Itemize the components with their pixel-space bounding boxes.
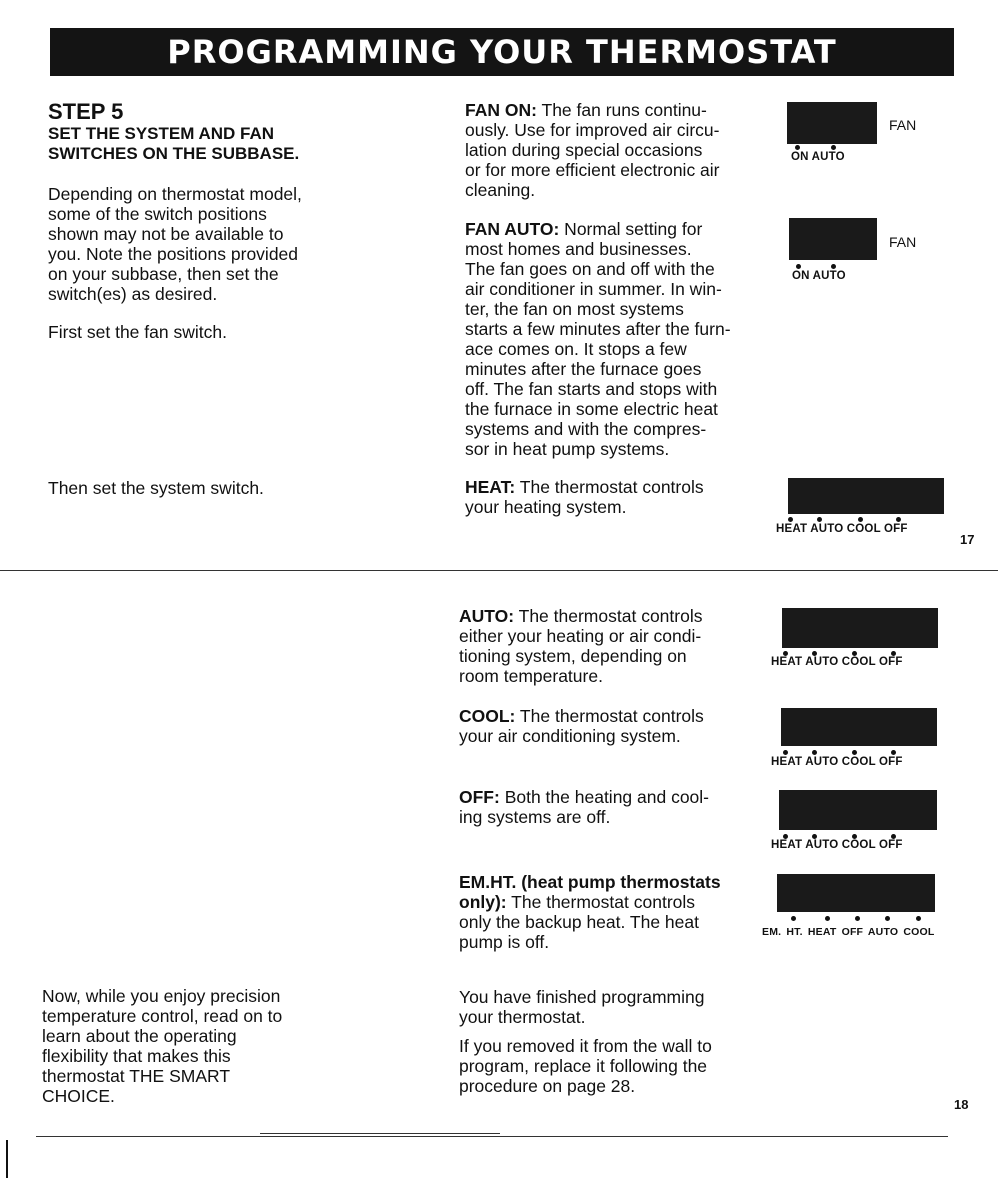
fan-on-paragraph: [465, 100, 720, 200]
text-line: off. The fan starts and stops with: [465, 379, 718, 399]
banner-title: PROGRAMMING YOUR THERMOSTAT: [167, 33, 837, 71]
fan-positions-label: ON AUTO: [792, 270, 846, 282]
switch-position-dot: [858, 517, 863, 522]
fan-label: FAN: [889, 234, 917, 250]
system-positions-label: HEAT AUTO COOL OFF: [771, 756, 903, 768]
text-line: If you removed it from the wall to: [459, 1036, 712, 1056]
text-line: flexibility that makes this: [42, 1046, 231, 1066]
term: only):: [459, 892, 507, 912]
switch-position-dot: [891, 750, 896, 755]
switch-position-dot: [852, 750, 857, 755]
term: AUTO:: [459, 606, 515, 626]
text-line: The fan runs continu-: [536, 100, 707, 120]
text-line: your heating system.: [465, 497, 627, 517]
text-line: starts a few minutes after the furn-: [465, 319, 731, 339]
step-heading-line: SET THE SYSTEM AND FAN: [48, 124, 275, 143]
text-line: minutes after the furnace goes: [465, 359, 702, 379]
fan-first-text: First set the fan switch.: [48, 322, 227, 342]
text-line: procedure on page 28.: [459, 1076, 636, 1096]
page-number: 18: [954, 1097, 969, 1112]
text-line: The thermostat controls: [506, 892, 696, 912]
term: HEAT:: [465, 477, 516, 497]
text-line: cleaning.: [465, 180, 536, 200]
text-line: tioning system, depending on: [459, 646, 687, 666]
text-line: room temperature.: [459, 666, 603, 686]
term: FAN ON:: [465, 100, 537, 120]
off-switch-panel: [779, 790, 937, 830]
switch-position-dot: [831, 264, 836, 269]
text-line: lation during special occasions: [465, 140, 703, 160]
switch-position-dot: [788, 517, 793, 522]
text-line: temperature control, read on to: [42, 1006, 283, 1026]
switch-position-dot: [825, 916, 830, 921]
em-ht-paragraph: [459, 872, 721, 952]
system-then-text: Then set the system switch.: [48, 478, 264, 498]
switch-position-dot: [916, 916, 921, 921]
term: FAN AUTO:: [465, 219, 560, 239]
text-line: some of the switch positions: [48, 204, 267, 224]
text-line: program, replace it following the: [459, 1056, 708, 1076]
system-positions-label: HEAT AUTO COOL OFF: [771, 839, 903, 851]
switch-position-dot: [885, 916, 890, 921]
text-line: systems and with the compres-: [465, 419, 707, 439]
auto-switch-panel: [782, 608, 938, 648]
binding-mark: [6, 1140, 8, 1178]
system-positions-label: HEAT AUTO COOL OFF: [776, 523, 908, 535]
bottom-rule: [260, 1133, 500, 1134]
text-line: only the backup heat. The heat: [459, 912, 699, 932]
text-line: ter, the fan on most systems: [465, 299, 684, 319]
intro-paragraph: [48, 184, 302, 304]
text-line: The thermostat controls: [515, 477, 704, 497]
text-line: ace comes on. It stops a few: [465, 339, 687, 359]
heat-paragraph: [465, 477, 704, 517]
text-line: You have finished programming: [459, 987, 705, 1007]
text-line: The thermostat controls: [514, 606, 703, 626]
step-heading: [48, 124, 299, 164]
em-positions-label: EM. HT. HEAT OFF AUTO COOL: [762, 926, 935, 938]
finished-paragraph: [459, 987, 704, 1027]
system-positions-label: HEAT AUTO COOL OFF: [771, 656, 903, 668]
switch-position-dot: [791, 916, 796, 921]
text-line: Now, while you enjoy precision: [42, 986, 281, 1006]
text-line: or for more efficient electronic air: [465, 160, 720, 180]
text-line: The fan goes on and off with the: [465, 259, 715, 279]
text-line: ing systems are off.: [459, 807, 611, 827]
text-line: The thermostat controls: [515, 706, 704, 726]
page-divider: [0, 570, 998, 571]
text-line: sor in heat pump systems.: [465, 439, 670, 459]
text-line: switch(es) as desired.: [48, 284, 218, 304]
text-line: either your heating or air condi-: [459, 626, 702, 646]
text-line: ously. Use for improved air circu-: [465, 120, 720, 140]
closing-paragraph: [42, 986, 282, 1106]
cool-switch-panel: [781, 708, 937, 746]
switch-position-dot: [795, 145, 800, 150]
text-line: CHOICE.: [42, 1086, 115, 1106]
text-line: shown may not be available to: [48, 224, 284, 244]
em-ht-switch-panel: [777, 874, 935, 912]
removed-paragraph: [459, 1036, 712, 1096]
text-line: your thermostat.: [459, 1007, 586, 1027]
heat-switch-panel: [788, 478, 944, 514]
text-line: learn about the operating: [42, 1026, 237, 1046]
text-line: Depending on thermostat model,: [48, 184, 302, 204]
text-line: Normal setting for: [559, 219, 703, 239]
term: OFF:: [459, 787, 500, 807]
switch-position-dot: [796, 264, 801, 269]
switch-position-dot: [896, 517, 901, 522]
switch-position-dot: [855, 916, 860, 921]
text-line: thermostat THE SMART: [42, 1066, 231, 1086]
cool-paragraph: [459, 706, 704, 746]
page-number: 17: [960, 532, 975, 547]
bottom-rule: [36, 1136, 948, 1137]
text-line: on your subbase, then set the: [48, 264, 279, 284]
fan-on-switch-panel: [787, 102, 877, 144]
step-number: STEP 5: [48, 99, 124, 124]
text-line: air conditioner in summer. In win-: [465, 279, 722, 299]
fan-auto-switch-panel: [789, 218, 877, 260]
step-heading-line: SWITCHES ON THE SUBBASE.: [48, 144, 300, 163]
page-banner: [50, 28, 954, 76]
fan-auto-paragraph: [465, 219, 731, 459]
auto-paragraph: [459, 606, 702, 686]
fan-label: FAN: [889, 117, 917, 133]
switch-position-dot: [812, 750, 817, 755]
term: EM.HT. (heat pump thermostats: [459, 872, 721, 892]
text-line: your air conditioning system.: [459, 726, 681, 746]
text-line: the furnace in some electric heat: [465, 399, 718, 419]
switch-position-dot: [817, 517, 822, 522]
off-paragraph: [459, 787, 709, 827]
term: COOL:: [459, 706, 516, 726]
fan-positions-label: ON AUTO: [791, 151, 845, 163]
text-line: Both the heating and cool-: [499, 787, 710, 807]
text-line: pump is off.: [459, 932, 550, 952]
text-line: you. Note the positions provided: [48, 244, 299, 264]
switch-position-dot: [831, 145, 836, 150]
switch-position-dot: [783, 750, 788, 755]
text-line: most homes and businesses.: [465, 239, 692, 259]
